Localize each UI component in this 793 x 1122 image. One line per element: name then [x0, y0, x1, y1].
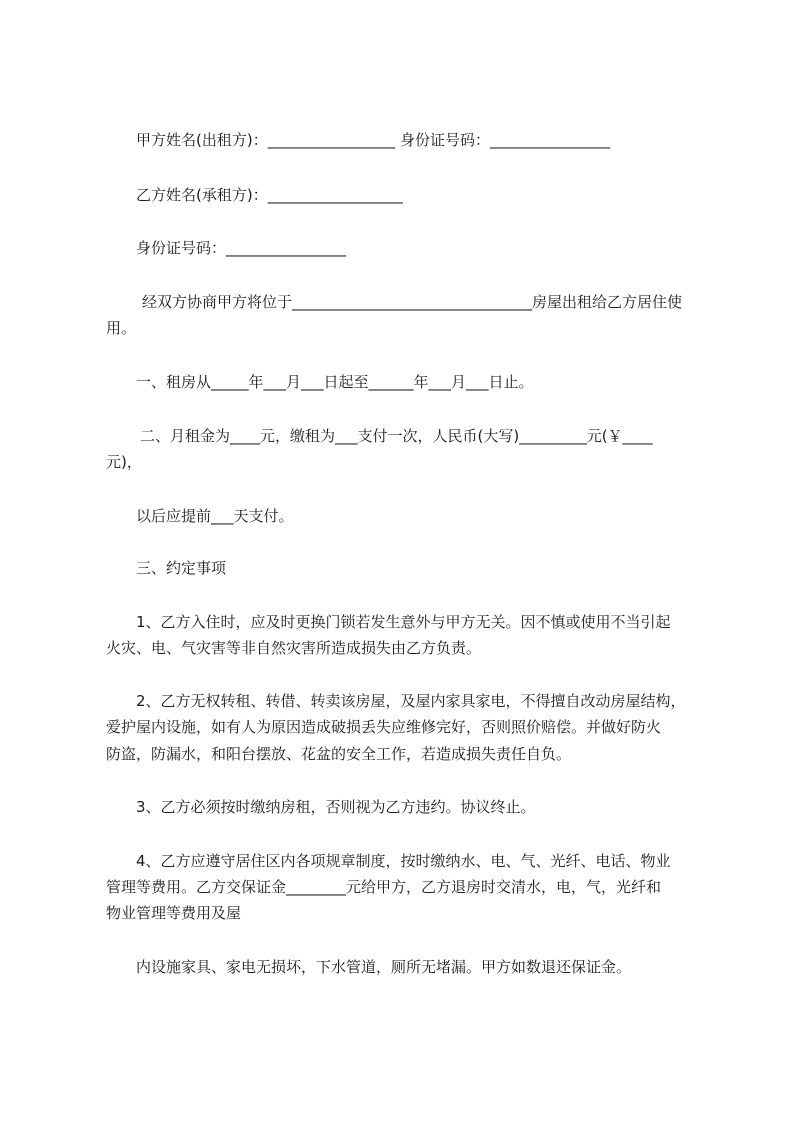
term-line: 一、租房从_____年___月___日起至______年___月___日止。	[136, 373, 534, 391]
item2-line-3: 防盗，防漏水，和阳台摆放、花盆的安全工作，若造成损失责任自负。	[106, 745, 572, 763]
rent-line-2: 元)，	[106, 453, 142, 471]
lessor-info-line: 甲方姓名(出租方)：_________________ 身份证号码：________________	[136, 131, 610, 149]
lessee-id-line: 身份证号码：________________	[136, 239, 347, 257]
item1-line-2: 火灾、电、气灾害等非自然灾害所造成损失由乙方负责。	[106, 639, 482, 657]
item2-line-2: 爱护屋内设施，如有人为原因造成破损丢失应维修完好，否则照价赔偿。并做好防火	[106, 718, 662, 736]
item3-line-1: 3、乙方必须按时缴纳房租，否则视为乙方违约。协议终止。	[136, 798, 536, 816]
item4-line-4: 内设施家具、家电无损坏，下水管道，厕所无堵漏。甲方如数退还保证金。	[136, 958, 632, 976]
section-3-heading: 三、约定事项	[136, 559, 227, 577]
item2-line-1: 2、乙方无权转租、转借、转卖该房屋，及屋内家具家电，不得擅自改动房屋结构，	[136, 692, 686, 710]
item4-line-1: 4、乙方应遵守居住区内各项规章制度，按时缴纳水、电、气、光纤、电话、物业	[136, 852, 671, 870]
lessee-name-line: 乙方姓名(承租方)：__________________	[136, 186, 403, 204]
rent-line-1: 二、月租金为____元，缴租为___支付一次，人民币(大写)_________元(￥____	[140, 427, 653, 445]
item1-line-1: 1、乙方入住时，应及时更换门锁若发生意外与甲方无关。因不慎或使用不当引起	[136, 613, 671, 631]
prepay-line: 以后应提前___天支付。	[136, 507, 294, 525]
item4-line-3: 物业管理等费用及屋	[106, 904, 242, 922]
intro-line-2: 用。	[106, 319, 137, 337]
item4-line-2: 管理等费用。乙方交保证金________元给甲方，乙方退房时交清水，电，气，光纤和	[106, 878, 662, 896]
intro-line-1: 经双方协商甲方将位于________________________________房屋出租给乙方居住使	[142, 293, 683, 311]
